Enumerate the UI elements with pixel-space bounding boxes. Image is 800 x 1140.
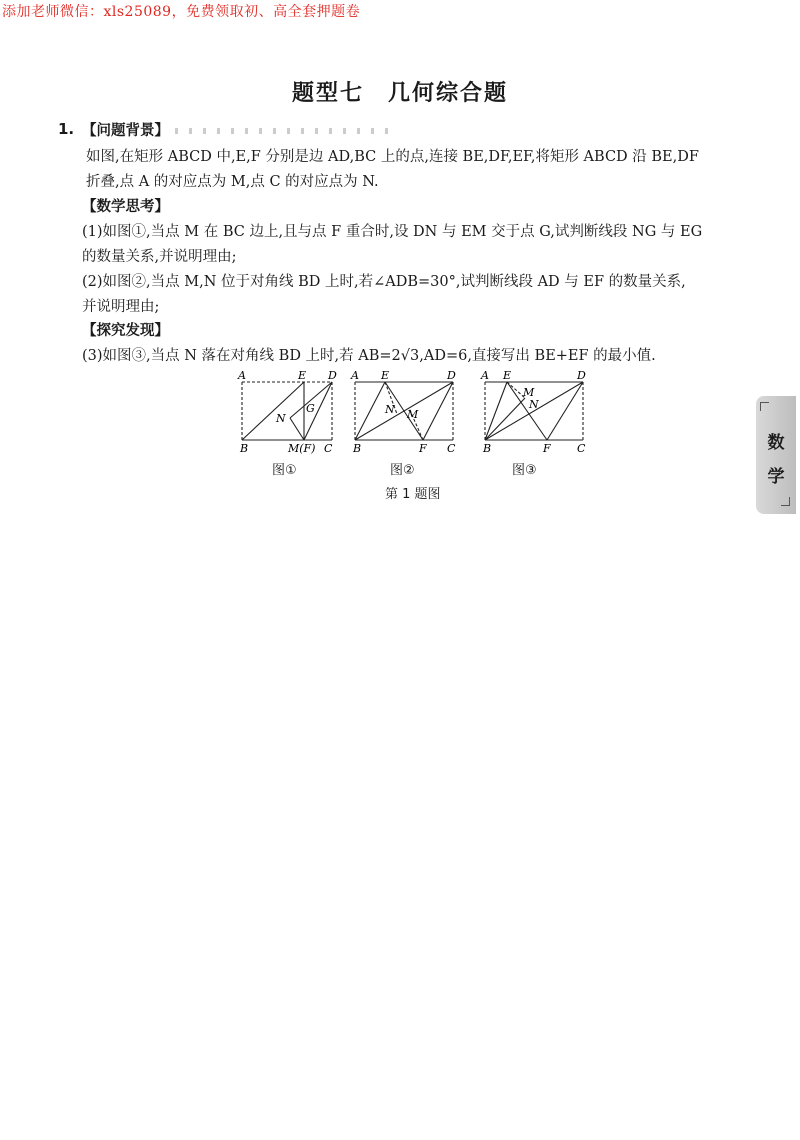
thinking-header: 【数学思考】	[82, 199, 169, 215]
fig2-label-d: D	[447, 369, 456, 382]
fig2-label-n: N	[385, 403, 395, 416]
fig3-label-m: M	[523, 386, 535, 399]
fig3-label-n: N	[529, 398, 539, 411]
part2-line-1: (2)如图②,当点 M,N 位于对角线 BD 上时,若∠ADB=30°,试判断线段 AD 与 EF 的数量关系,	[82, 274, 686, 290]
background-header: 【问题背景】	[82, 123, 169, 139]
part2-line-2: 并说明理由;	[82, 299, 160, 315]
fig1-label-c: C	[324, 442, 333, 454]
fig3-label-f: F	[543, 442, 551, 454]
fig3-label-c: C	[577, 442, 586, 454]
part3-line: (3)如图③,当点 N 落在对角线 BD 上时,若 AB=2√3,AD=6,直接写出 BE+EF 的最小值.	[82, 348, 656, 364]
fig3-label-b: B	[483, 442, 492, 454]
page-title: 题型七 几何综合题	[291, 81, 508, 106]
fig2-label-m: M	[407, 408, 419, 421]
fig2-label-a: A	[351, 369, 359, 382]
fig3-line-be	[485, 382, 507, 440]
watermark-text: 添加老师微信：xls25089，免费领取初、高全套押题卷	[2, 4, 361, 20]
explore-header: 【探究发现】	[82, 323, 169, 339]
fig2-label-e: E	[381, 369, 390, 382]
fig1-label-e: E	[298, 369, 307, 382]
background-line-1: 如图,在矩形 ABCD 中,E,F 分别是边 AD,BC 上的点,连接 BE,DF,EF,将矩形 ABCD 沿 BE,DF	[86, 149, 699, 165]
part1-line-1: (1)如图①,当点 M 在 BC 边上,且与点 F 重合时,设 DN 与 EM 交于点 G,试判断线段 NG 与 EG	[82, 224, 703, 240]
fig3-label-d: D	[577, 369, 586, 382]
fig2-label-b: B	[353, 442, 362, 454]
tab-corner-top	[760, 402, 769, 411]
figure-2-caption: 图②	[390, 463, 415, 478]
figure-group-caption: 第 1 题图	[385, 487, 441, 502]
figure-1-caption: 图①	[272, 463, 297, 478]
fig3-line-df	[547, 382, 583, 440]
fig1-line-be	[242, 382, 304, 440]
subject-tab-text: 数 学	[767, 433, 785, 487]
fig3-line-bm	[485, 398, 525, 440]
fig2-label-c: C	[447, 442, 456, 454]
fig1-label-g: G	[306, 402, 315, 415]
fig1-label-b: B	[240, 442, 249, 454]
subject-side-tab	[756, 396, 796, 514]
fig3-label-a: A	[481, 369, 489, 382]
question-number: 1.	[58, 120, 75, 138]
fig1-label-mf: M(F)	[288, 442, 316, 454]
fig1-label-n: N	[276, 412, 286, 425]
figure-3-diagram	[475, 368, 593, 454]
fig2-label-f: F	[419, 442, 427, 454]
fig1-label-a: A	[238, 369, 246, 382]
smudge-mark	[175, 128, 395, 134]
figure-2-diagram	[345, 368, 463, 454]
figure-1-diagram	[232, 368, 342, 454]
fig1-label-d: D	[328, 369, 337, 382]
figure-3-caption: 图③	[512, 463, 537, 478]
fig3-label-e: E	[503, 369, 512, 382]
fig1-line-nm	[290, 418, 304, 440]
tab-corner-bottom	[781, 497, 790, 506]
background-line-2: 折叠,点 A 的对应点为 M,点 C 的对应点为 N.	[86, 174, 379, 190]
background-header-line	[82, 119, 395, 140]
part1-line-2: 的数量关系,并说明理由;	[82, 249, 237, 265]
